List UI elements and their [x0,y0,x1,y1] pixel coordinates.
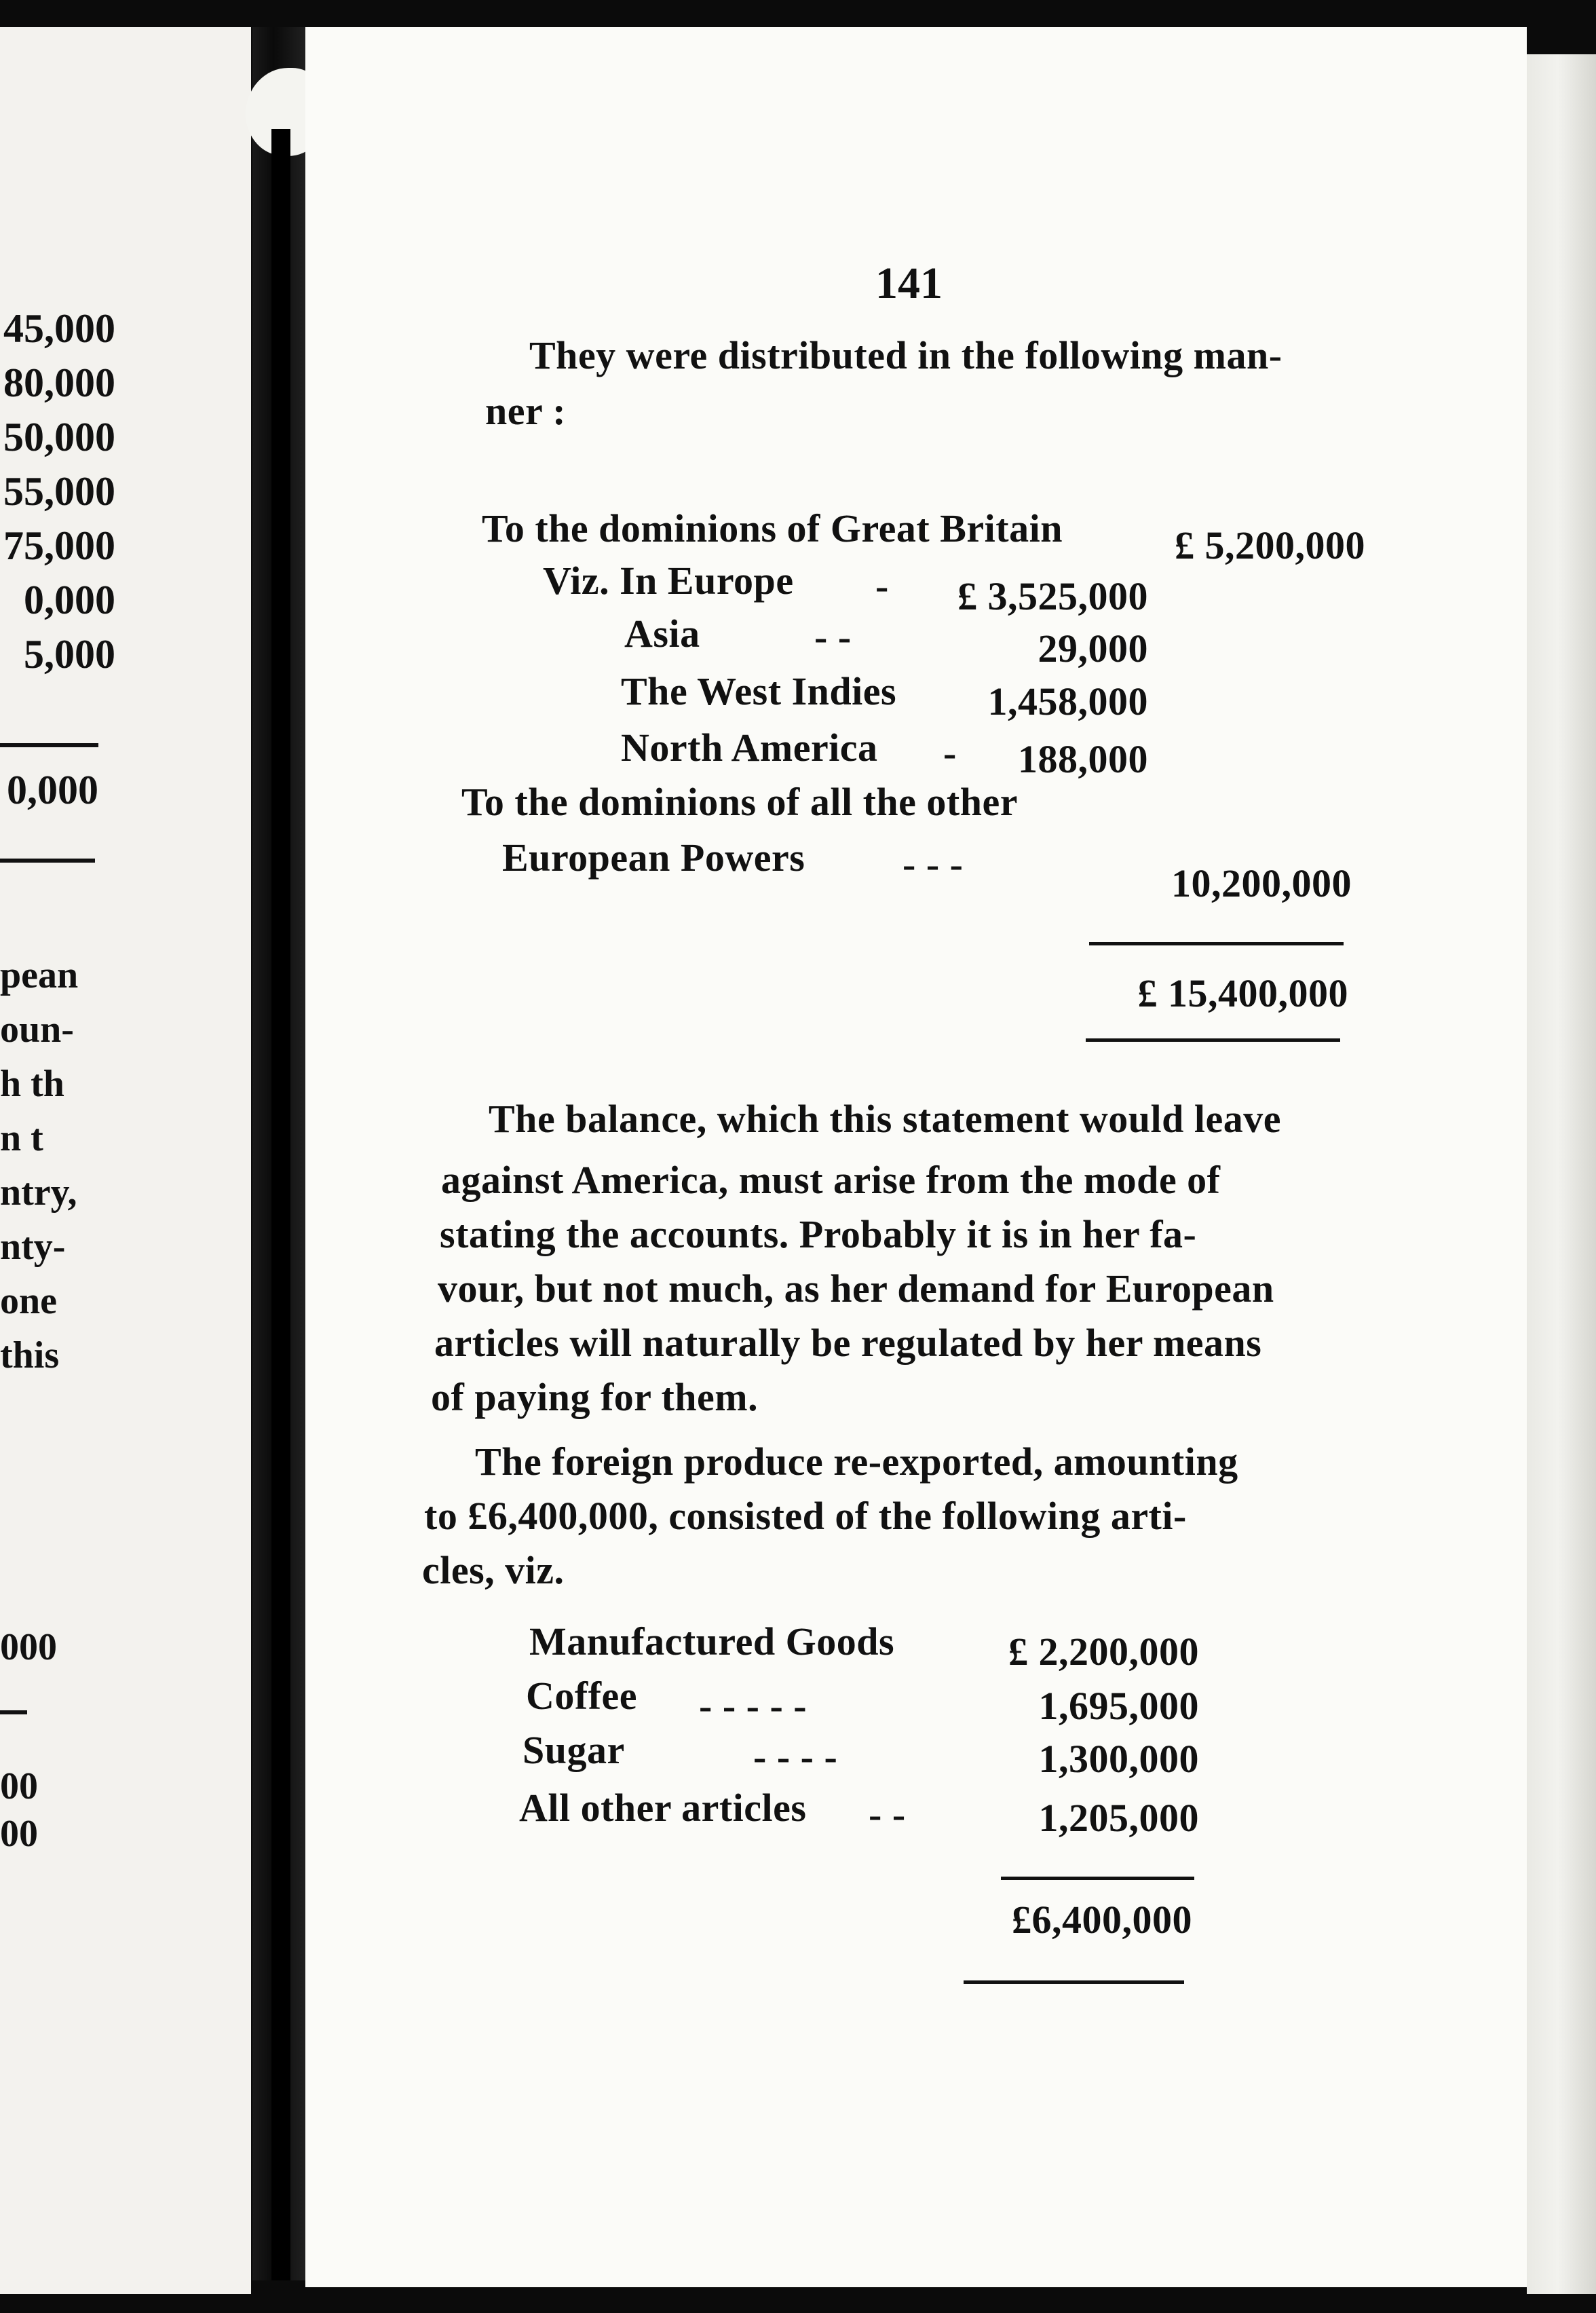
left-text-fragment: ntry, [0,1171,77,1214]
left-figure: 00 [0,1765,38,1807]
row-coffee-value: 1,695,000 [1038,1684,1199,1728]
left-figure: 50,000 [3,415,115,459]
intro-line: ner : [485,389,567,433]
row-west-indies-value: 1,458,000 [987,679,1148,723]
row-other-powers-label: To the dominions of all the other [461,780,1018,824]
left-text-fragment: nty- [0,1226,66,1268]
left-text-fragment: oun- [0,1009,74,1051]
left-figure: 0,000 [7,768,98,812]
left-figure: 5,000 [24,632,115,677]
left-rule [0,859,95,863]
left-text-fragment: this [0,1334,60,1376]
spine-shadow [271,129,290,2280]
left-figure: 75,000 [3,523,115,568]
row-other-powers-label: European Powers [502,835,805,880]
row-west-indies-label: The West Indies [621,669,897,713]
paragraph-line: vour, but not much, as her demand for European [438,1266,1274,1311]
row-other-articles-label: All other articles [519,1786,807,1830]
row-asia-label: Asia [624,612,700,656]
paragraph-line: The balance, which this statement would leave [489,1097,1281,1141]
dash-leader: - - - - [753,1735,838,1779]
row-north-america-label: North America [621,726,878,770]
dash-leader: - - [869,1792,906,1837]
dash-leader: - - - - - [699,1684,808,1728]
left-text-fragment: n t [0,1117,43,1159]
sum-rule [964,1980,1184,1984]
left-figure: 55,000 [3,469,115,514]
row-sugar-value: 1,300,000 [1038,1737,1199,1781]
table1-total: £ 15,400,000 [1137,971,1348,1015]
book-gutter [252,27,305,2280]
page-number: 141 [875,259,943,308]
row-manufactured-goods-label: Manufactured Goods [529,1619,895,1663]
left-text-fragment: h th [0,1063,64,1105]
paragraph-line: to £6,400,000, consisted of the following arti- [424,1494,1187,1538]
left-figure: 80,000 [3,360,115,405]
row-other-articles-value: 1,205,000 [1038,1796,1199,1840]
paragraph-line: articles will naturally be regulated by her means [434,1321,1262,1365]
row-manufactured-goods-value: £ 2,200,000 [1008,1630,1199,1674]
sum-rule [1089,942,1344,945]
left-figure: 000 [0,1626,57,1668]
paragraph-line: stating the accounts. Probably it is in her fa- [440,1212,1197,1256]
left-text-fragment: one [0,1280,57,1322]
left-text-fragment: pean [0,954,79,996]
sum-rule [1001,1877,1194,1880]
dash-leader: - - [814,615,852,659]
row-north-america-value: 188,000 [1018,737,1148,781]
row-europe-value: £ 3,525,000 [957,574,1148,618]
left-facing-page [0,27,251,2294]
row-coffee-label: Coffee [526,1674,638,1718]
left-figure: 00 [0,1813,38,1855]
left-figure: 45,000 [3,306,115,351]
dash-leader: - - - [902,842,964,886]
row-great-britain-label: To the dominions of Great Britain [482,506,1063,550]
paragraph-line: of paying for them. [431,1375,759,1419]
dash-leader: - [875,564,889,608]
row-great-britain-value: £ 5,200,000 [1175,523,1365,567]
left-rule [0,743,98,747]
paragraph-line: The foreign produce re-exported, amounting [475,1440,1238,1484]
row-sugar-label: Sugar [522,1728,625,1772]
sum-rule [1086,1038,1340,1042]
row-asia-value: 29,000 [1038,626,1148,671]
left-rule [0,1710,27,1714]
row-europe-label: Viz. In Europe [543,559,794,603]
left-figure: 0,000 [24,578,115,622]
page-edge-stack [1527,54,1596,2294]
row-other-powers-value: 10,200,000 [1171,861,1352,905]
table2-total: £6,400,000 [1012,1898,1192,1942]
paragraph-line: cles, viz. [422,1548,565,1592]
intro-line: They were distributed in the following man- [529,333,1282,377]
paragraph-line: against America, must arise from the mode of [441,1158,1221,1202]
dash-leader: - [943,731,957,775]
